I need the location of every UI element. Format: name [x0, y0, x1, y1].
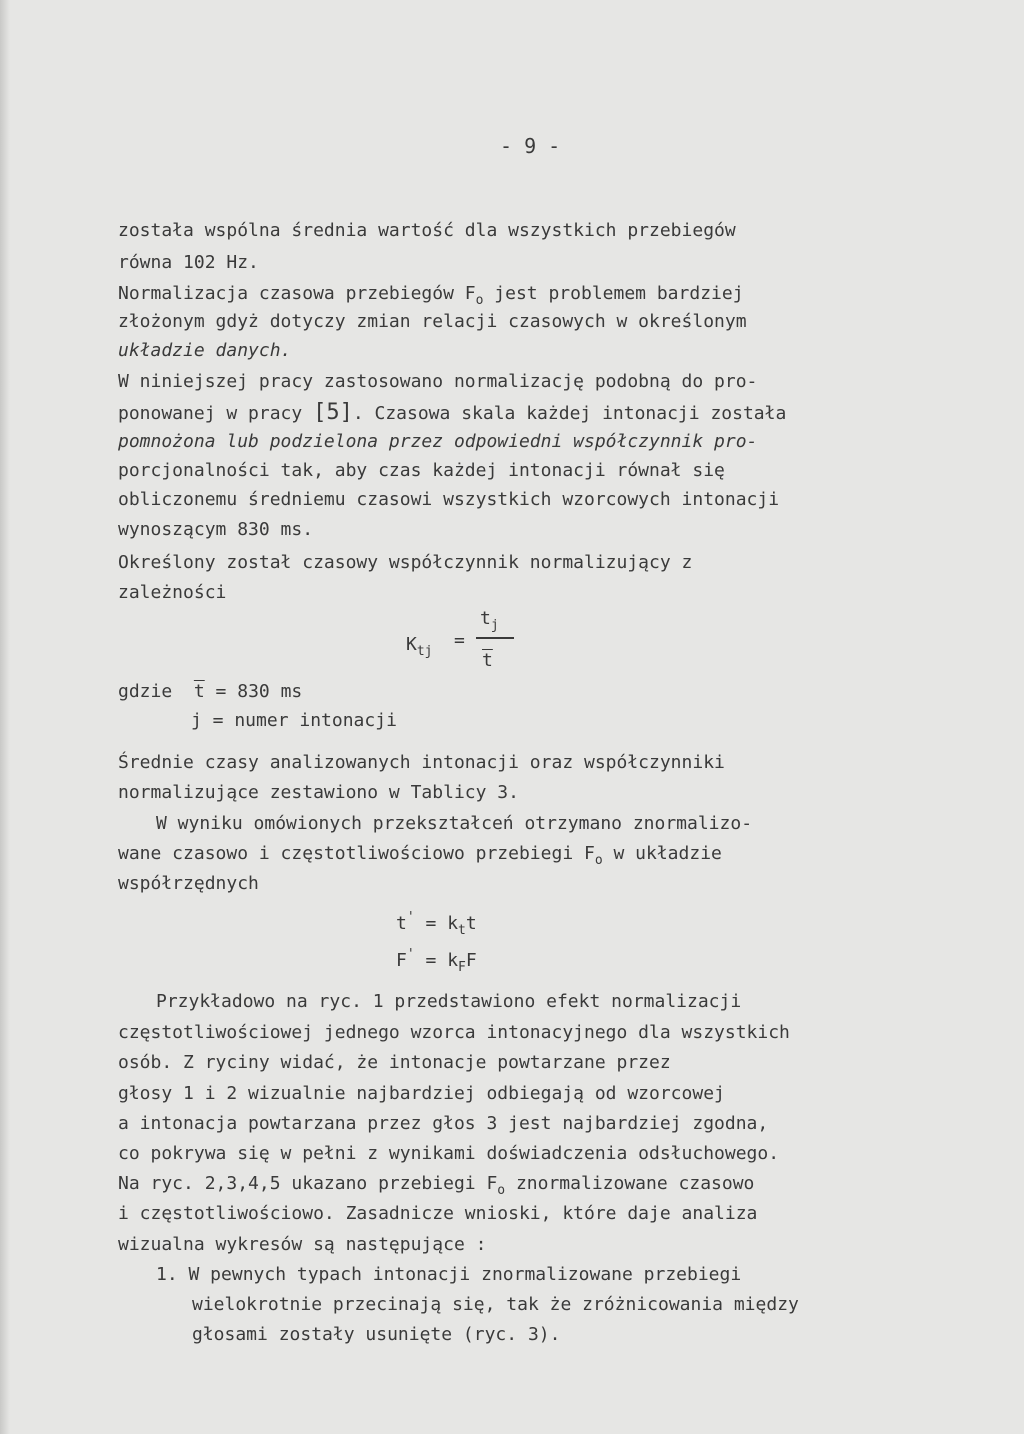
citation-reference: [5] — [313, 400, 353, 425]
text-line: głosy 1 i 2 wizualnie najbardziej odbiegają od wzorcowej — [118, 1083, 725, 1104]
text-line: pomnożona lub podzielona przez odpowiedni współczynnik pro- — [118, 431, 758, 452]
formula-denominator: $\overline{t}$ — [482, 650, 493, 671]
text-line: porcjonalności tak, aby czas każdej intonacji równał się — [118, 460, 725, 481]
fraction-line — [476, 637, 514, 639]
text-line: została wspólna średnia wartość dla wszystkich przebiegów — [118, 220, 736, 241]
text-line: gdzie $\overline{t} = 830$ ms — [118, 681, 303, 702]
list-item: 1. W pewnych typach intonacji znormalizowane przebiegi — [156, 1264, 742, 1285]
text-line: wane czasowo i częstotliwościowo przebiegi $F_o$ w układzie — [118, 843, 722, 868]
text-line: co pokrywa się w pełni z wynikami doświadczenia odsłuchowego. — [118, 1143, 780, 1164]
list-item-continuation: głosami zostały usunięte (ryc. 3). — [192, 1324, 561, 1345]
formula-eq: = — [454, 630, 465, 651]
text-line: a intonacja powtarzana przez głos 3 jest najbardziej zgodna, — [118, 1113, 769, 1134]
formula-frequency-scaling: $F' = k_FF$ — [396, 947, 477, 975]
text-line: wynoszącym 830 ms. — [118, 519, 314, 540]
text-line: j = numer intonacji — [191, 710, 397, 731]
formula-time-scaling: $t' = k_tt$ — [396, 910, 477, 938]
formula-numerator: $t_j$ — [480, 608, 499, 633]
text-line: obliczonemu średniemu czasowi wszystkich wzorcowych intonacji — [118, 489, 780, 510]
text-line: W niniejszej pracy zastosowano normalizację podobną do pro- — [118, 371, 758, 392]
text-line: ponowanej w pracy [5]. Czasowa skala każdej intonacji została — [118, 400, 787, 425]
list-item-continuation: wielokrotnie przecinają się, tak że zróżnicowania między — [192, 1294, 799, 1315]
text-line: Przykładowo na ryc. 1 przedstawiono efekt normalizacji — [156, 991, 742, 1012]
text-line: układzie danych. — [118, 340, 292, 361]
formula-k: $K_{tj}$ — [406, 634, 433, 659]
text-line: częstotliwościowej jednego wzorca intonacyjnego dla wszystkich — [118, 1022, 790, 1043]
text-line: osób. Z ryciny widać, że intonacje powtarzane przez — [118, 1052, 671, 1073]
text-line: wizualna wykresów są następujące : — [118, 1234, 487, 1255]
text-line: W wyniku omówionych przekształceń otrzymano znormalizo- — [156, 813, 753, 834]
text-line: złożonym gdyż dotyczy zmian relacji czasowych w określonym — [118, 311, 747, 332]
text-line: równa 102 Hz. — [118, 252, 259, 273]
text-line: Średnie czasy analizowanych intonacji oraz współczynniki — [118, 752, 725, 773]
text-line: Na ryc. 2,3,4,5 ukazano przebiegi $F_o$ znormalizowane czasowo — [118, 1173, 755, 1198]
page-number: - 9 - — [500, 134, 561, 158]
text-line: zależności — [118, 582, 227, 603]
text-line: Normalizacja czasowa przebiegów $F_o$ jest problemem bardziej — [118, 283, 744, 308]
text-line: normalizujące zestawiono w Tablicy 3. — [118, 782, 519, 803]
scan-edge-shadow — [0, 0, 10, 1434]
text-line: współrzędnych — [118, 873, 259, 894]
text-line: i częstotliwościowo. Zasadnicze wnioski, które daje analiza — [118, 1203, 758, 1224]
text-line: Określony został czasowy współczynnik normalizujący z — [118, 552, 693, 573]
